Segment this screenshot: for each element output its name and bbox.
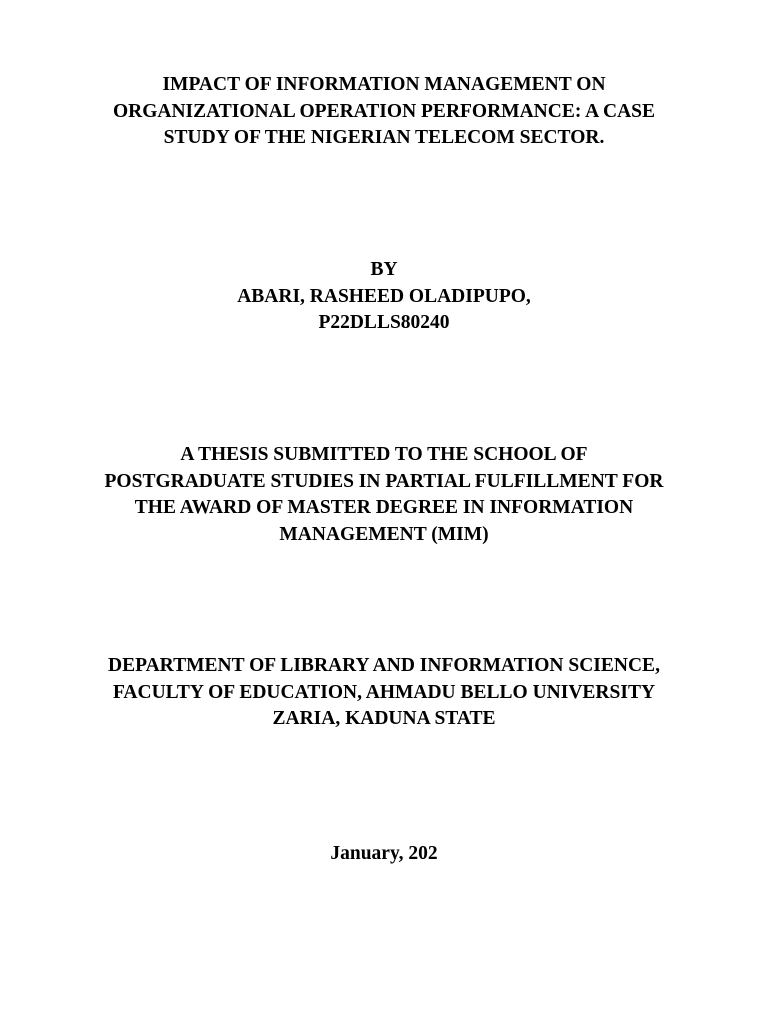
registration-number: P22DLLS80240	[318, 312, 450, 333]
title-line-2: ORGANIZATIONAL OPERATION PERFORMANCE: A CASE	[112, 100, 656, 122]
thesis-line-2: POSTGRADUATE STUDIES IN PARTIAL FULFILLMENT FOR	[104, 470, 664, 492]
department-line-1: DEPARTMENT OF LIBRARY AND INFORMATION SCIENCE,	[108, 655, 660, 676]
thesis-line-3: THE AWARD OF MASTER DEGREE IN INFORMATION	[134, 497, 634, 518]
department-section	[60, 653, 708, 733]
department-line-3: ZARIA, KADUNA STATE	[272, 708, 496, 729]
by-label: BY	[370, 259, 398, 280]
thesis-statement	[60, 442, 708, 548]
title-line-3: STUDY OF THE NIGERIAN TELECOM SECTOR.	[163, 127, 605, 148]
date-text: January, 202	[330, 843, 438, 864]
thesis-line-4: MANAGEMENT (MIM)	[279, 523, 489, 545]
author-section	[60, 257, 708, 337]
thesis-title	[60, 72, 708, 152]
submission-date	[60, 841, 708, 868]
author-name: ABARI, RASHEED OLADIPUPO,	[237, 285, 531, 307]
thesis-line-1: A THESIS SUBMITTED TO THE SCHOOL OF	[180, 444, 588, 465]
title-line-1: IMPACT OF INFORMATION MANAGEMENT ON	[162, 74, 606, 95]
department-line-2: FACULTY OF EDUCATION, AHMADU BELLO UNIVERSITY	[112, 681, 656, 703]
